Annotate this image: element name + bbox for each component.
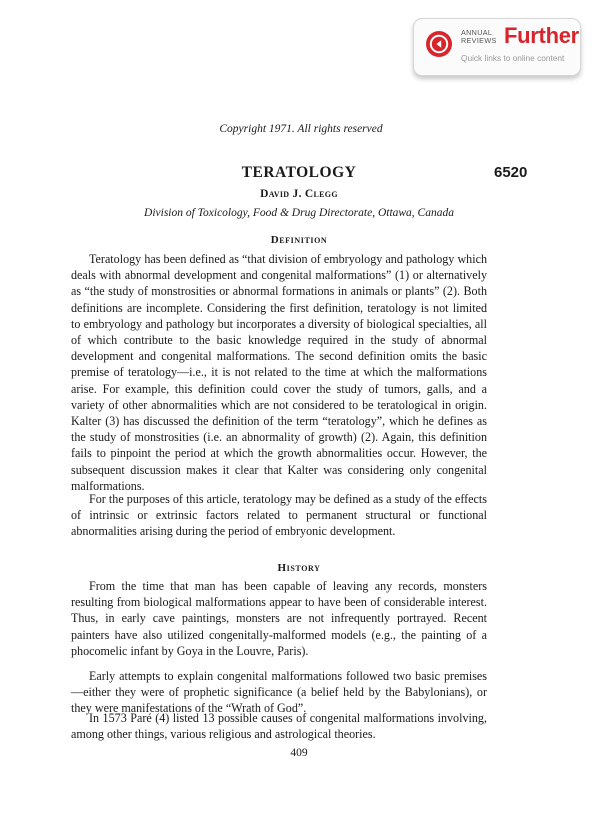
body-paragraph: Early attempts to explain congenital malformations followed two basic premises—either they were of prophetic significance (a belief held by the Babylonians), or they were manifestations of the “Wrath of God”. — [71, 669, 487, 716]
article-title: TERATOLOGY — [241, 164, 357, 181]
further-links-badge[interactable] — [413, 18, 581, 76]
badge-reviews-text: REVIEWS — [461, 36, 497, 45]
section-heading-history: History — [277, 562, 321, 574]
article-number: 6520 — [494, 164, 528, 181]
badge-further-text: Further — [504, 23, 579, 48]
body-paragraph: For the purposes of this article, teratology may be defined as a study of the effects of intrinsic or extrinsic factors related to permanent structural or functional abnormalities arising during the period of embryonic development. — [71, 492, 487, 539]
annual-reviews-logo-icon — [425, 30, 453, 58]
body-paragraph: Teratology has been defined as “that division of embryology and pathology which deals with abnormal development and congenital malformations” (1) or alternatively as “the study of monstrosities or abnormal formations in animals or plants” (2). Both definitions are incomplete. Considering the first definition, teratology is not limited to embryology and pathology but incorporates a diversity of biological specialties, all of which contribute to the basic knowledge required in the study of abnormal development and congenital malformations. The second definition omits the basic premise of teratology—i.e., it is not related to the time at which the malformations arise. For example, this definition could cover the study of tumors, galls, and a variety of other abnormalities which are not considered to be teratological in origin. Kalter (3) has discussed the definition of the term “teratology”, which he defines as the study of monstrosities (i.e. an abnormality of growth) (2). Again, this definition fails to pinpoint the period at which the growth abnormalities occur. However, the subsequent discussion makes it clear that Kalter was considering only congenital malformations. — [71, 252, 487, 493]
page-number: 409 — [290, 747, 308, 759]
body-paragraph: In 1573 Paré (4) listed 13 possible causes of congenital malformations involving, among other things, various religious and astrological theories. — [71, 711, 487, 742]
badge-subtitle: Quick links to online content — [461, 53, 565, 63]
section-heading-definition: Definition — [270, 234, 328, 246]
copyright-notice: Copyright 1971. All rights reserved — [219, 123, 383, 135]
author-name: David J. Clegg — [260, 188, 338, 200]
author-affiliation: Division of Toxicology, Food & Drug Directorate, Ottawa, Canada — [144, 207, 454, 219]
badge-annual-text: ANNUAL — [461, 28, 493, 37]
body-paragraph: From the time that man has been capable of leaving any records, monsters resulting from biological malformations appear to have been of considerable interest. Thus, in early cave paintings, monsters are not infrequently portrayed. Recent painters have also utilized congenitally-malformed models (e.g., the painting of a phocomelic infant by Goya in the Louvre, Paris). — [71, 579, 487, 658]
